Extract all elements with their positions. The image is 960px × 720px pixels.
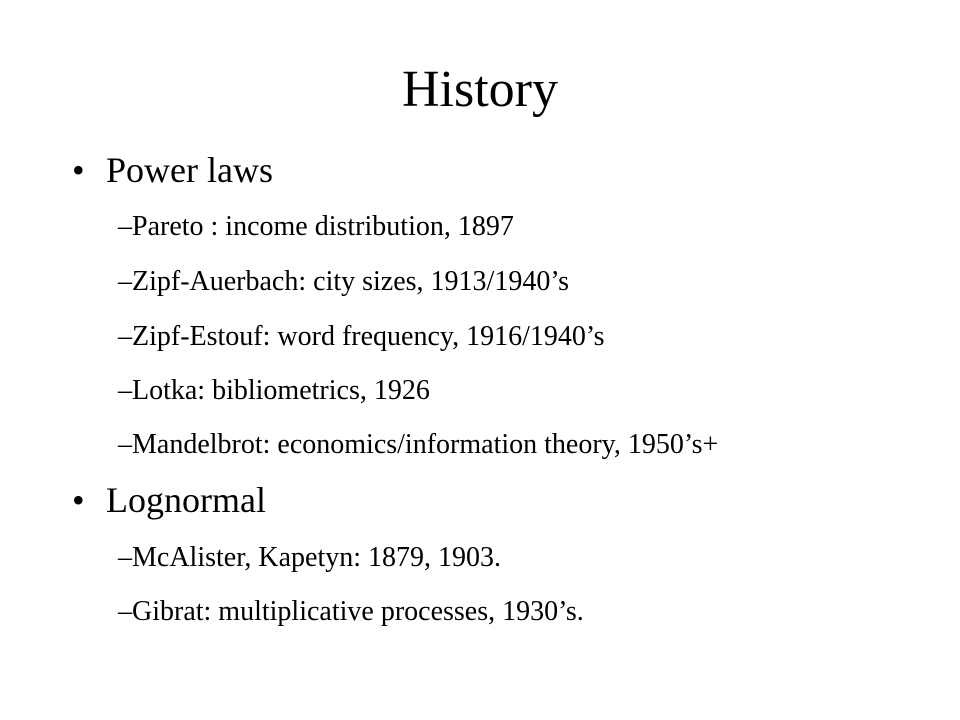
sub-item-gibrat: –Gibrat: multiplicative processes, 1930’s. [118, 596, 584, 627]
sub-item-lotka: –Lotka: bibliometrics, 1926 [118, 375, 430, 406]
sub-item-zipf-estouf: –Zipf-Estouf: word frequency, 1916/1940’s [118, 321, 605, 352]
sub-item-mandelbrot: –Mandelbrot: economics/information theory, 1950’s+ [118, 429, 719, 460]
bullet-power-laws [72, 148, 273, 192]
bullet-heading: Lognormal [106, 480, 266, 520]
bullet-dot: • [72, 150, 85, 190]
bullet-heading: Power laws [106, 150, 273, 190]
sub-item-zipf-auerbach: –Zipf-Auerbach: city sizes, 1913/1940’s [118, 266, 570, 297]
sub-item-mcalister: –McAlister, Kapetyn: 1879, 1903. [118, 542, 502, 573]
sub-item-pareto: –Pareto : income distribution, 1897 [118, 211, 514, 242]
bullet-dot: • [72, 480, 85, 520]
bullet-lognormal [72, 478, 266, 522]
slide-title: History [402, 61, 558, 118]
